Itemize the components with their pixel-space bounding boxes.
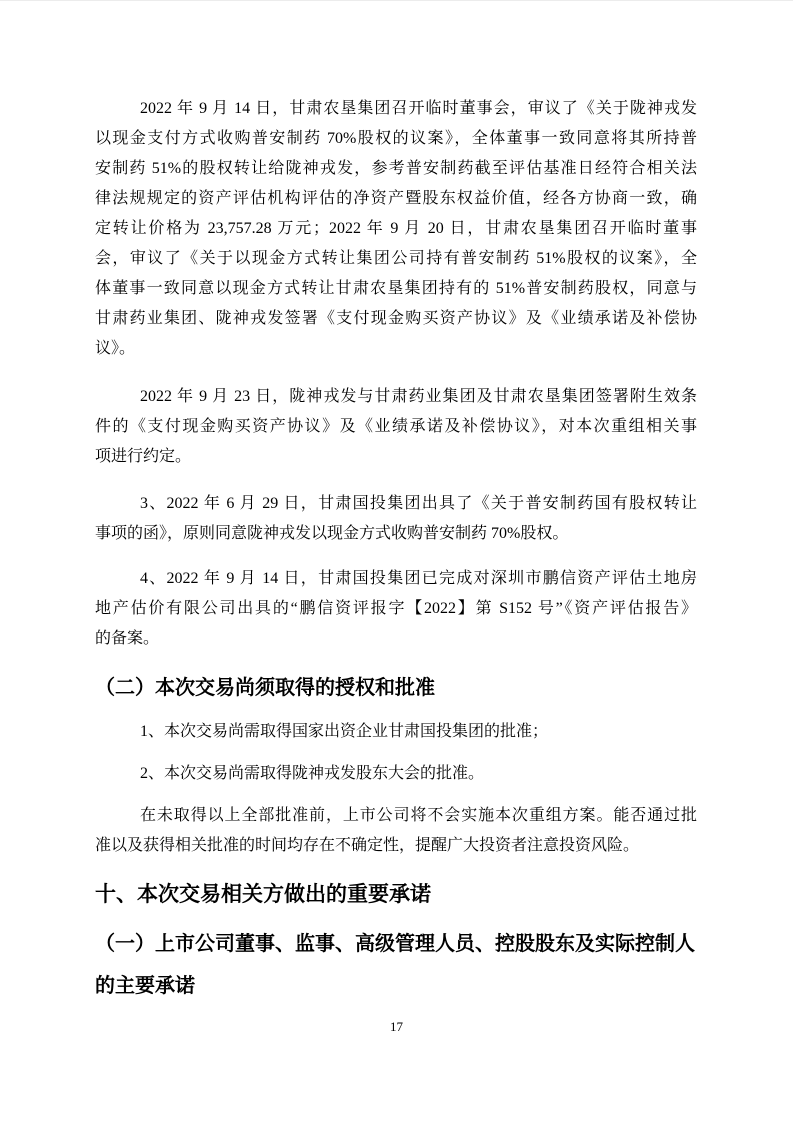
- body-paragraph: [95, 717, 697, 747]
- heading-text: （一）上市公司董事、监事、高级管理人员、控股股东及实际控制人: [95, 933, 695, 955]
- heading-text: 的主要承诺: [95, 975, 195, 997]
- text-line: 甘肃药业集团、陇神戎发签署《支付现金购买资产协议》及《业绩承诺及补偿协: [95, 310, 697, 327]
- text-line: 准以及获得相关批准的时间均存在不确定性，提醒广大投资者注意投资风险。: [95, 837, 640, 854]
- subsection-heading: [95, 923, 697, 1007]
- text-line: 会，审议了《关于以现金方式转让集团公司持有普安制药 51%股权的议案》，全: [95, 250, 697, 267]
- text-line: 地产估价有限公司出具的“鹏信资评报字【2022】第 S152 号”《资产评估报告》: [95, 600, 697, 617]
- body-paragraph: [95, 759, 697, 789]
- text-line: 项进行约定。: [95, 448, 192, 465]
- text-line: 以现金支付方式收购普安制药 70%股权的议案》，全体董事一致同意将其所持普: [95, 130, 697, 147]
- text-line: 事项的函》，原则同意陇神戎发以现金方式收购普安制药 70%股权。: [95, 525, 569, 542]
- text-line: 3、2022 年 6 月 29 日，甘肃国投集团出具了《关于普安制药国有股权转让: [140, 495, 697, 512]
- text-line: 体董事一致同意以现金方式转让甘肃农垦集团持有的 51%普安制药股权，同意与: [95, 280, 697, 297]
- chapter-heading: [95, 878, 697, 912]
- text-line: 2022 年 9 月 23 日，陇神戎发与甘肃药业集团及甘肃农垦集团签署附生效条: [140, 388, 697, 405]
- text-line: 的备案。: [95, 630, 160, 647]
- text-line: 律法规规定的资产评估机构评估的净资产暨股东权益价值，经各方协商一致，确: [95, 190, 697, 207]
- body-paragraph: [95, 382, 697, 472]
- body-paragraph: [95, 489, 697, 549]
- text-line: 1、本次交易尚需取得国家出资企业甘肃国投集团的批准；: [140, 723, 549, 740]
- page-number: 17: [390, 1019, 403, 1034]
- heading-text: （二）本次交易尚须取得的授权和批准: [95, 677, 435, 699]
- text-line: 在未取得以上全部批准前，上市公司将不会实施本次重组方案。能否通过批: [140, 807, 697, 824]
- subsection-heading: [95, 672, 697, 704]
- text-line: 件的《支付现金购买资产协议》及《业绩承诺及补偿协议》，对本次重组相关事: [95, 418, 697, 435]
- text-line: 议》。: [95, 340, 136, 357]
- text-line: 安制药 51%的股权转让给陇神戎发，参考普安制药截至评估基准日经符合相关法: [95, 160, 697, 177]
- text-line: 4、2022 年 9 月 14 日，甘肃国投集团已完成对深圳市鹏信资产评估土地房: [140, 570, 697, 587]
- body-paragraph: [95, 94, 697, 364]
- heading-text: 十、本次交易相关方做出的重要承诺: [95, 883, 431, 906]
- text-line: 定转让价格为 23,757.28 万元；2022 年 9 月 20 日，甘肃农垦集团召开临时董事: [95, 220, 697, 237]
- body-paragraph: [95, 564, 697, 654]
- text-line: 2、本次交易尚需取得陇神戎发股东大会的批准。: [140, 765, 485, 782]
- body-paragraph: [95, 801, 697, 861]
- text-line: 2022 年 9 月 14 日，甘肃农垦集团召开临时董事会，审议了《关于陇神戎发: [140, 100, 697, 117]
